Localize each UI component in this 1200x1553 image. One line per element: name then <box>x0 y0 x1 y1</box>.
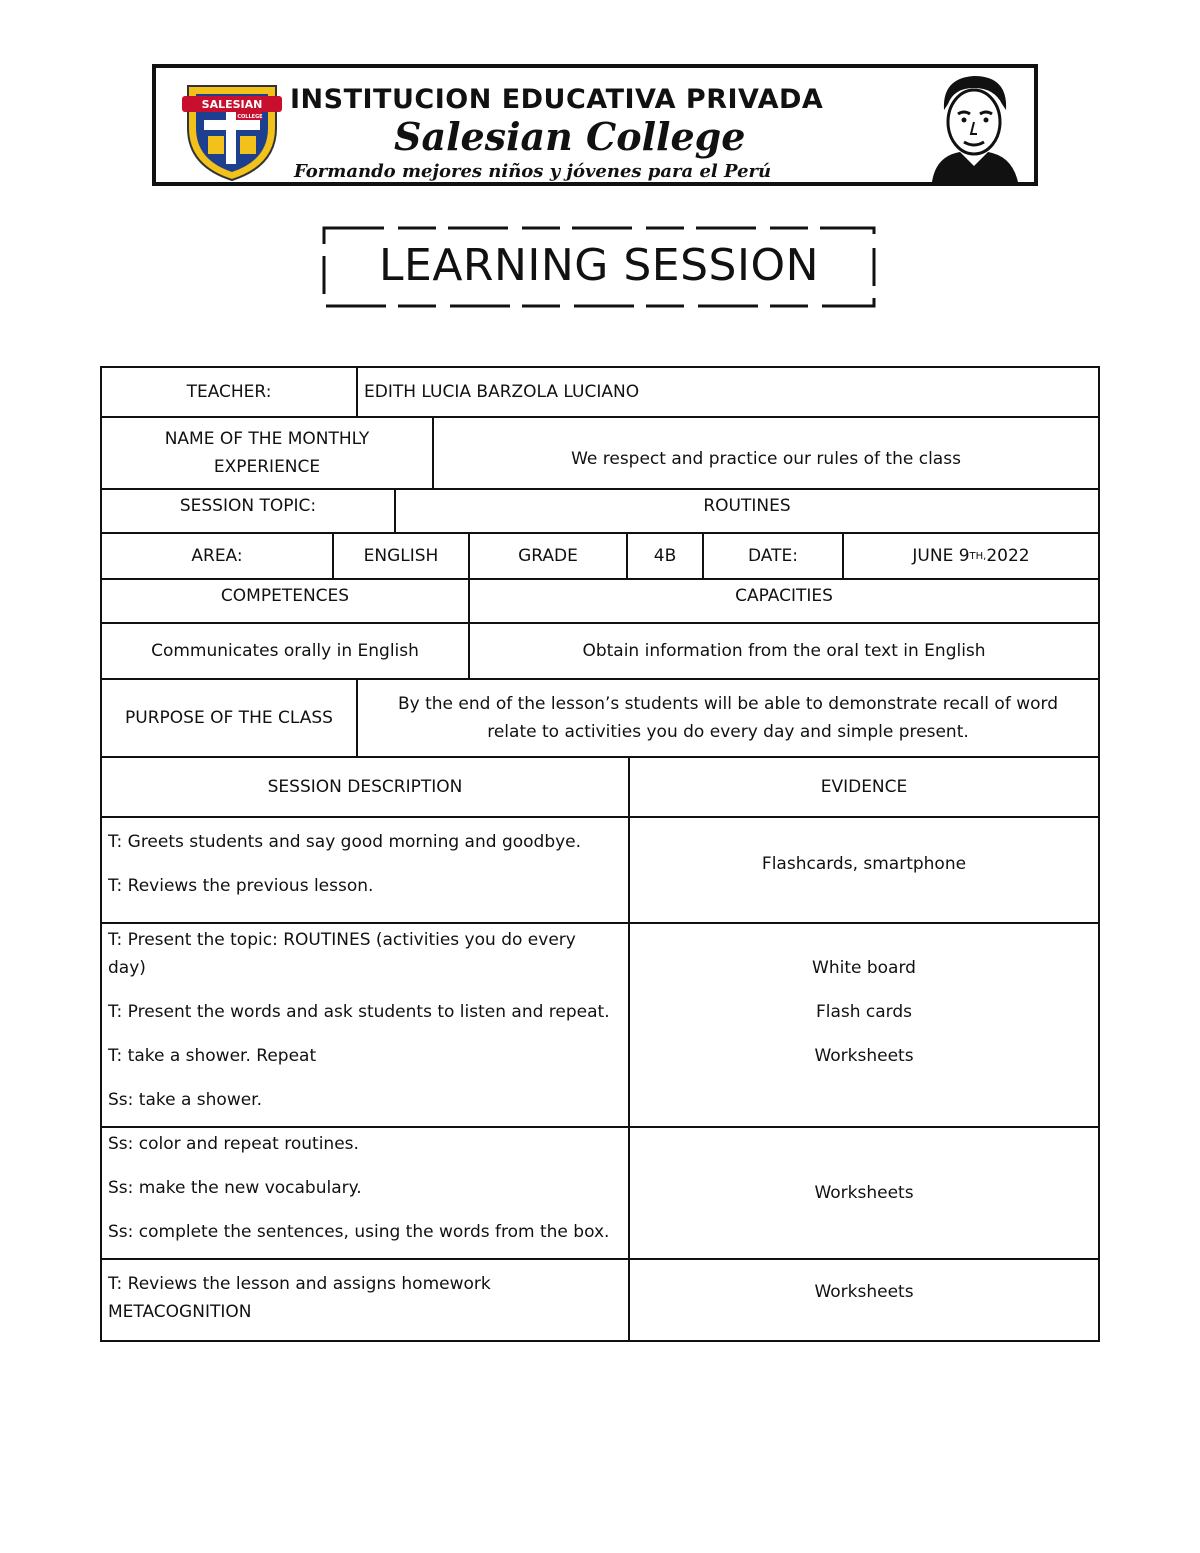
date-value <box>844 534 1100 578</box>
capacities-label: CAPACITIES <box>470 580 1100 622</box>
topic-row <box>102 490 1100 534</box>
session-description-header: SESSION DESCRIPTION <box>102 758 630 816</box>
teacher-label: TEACHER: <box>102 368 358 416</box>
evidence-line: Flash cards <box>815 1002 913 1022</box>
evidence-line: Flashcards, smartphone <box>761 854 967 874</box>
session-row <box>102 1260 1100 1342</box>
college-motto: Formando mejores niños y jóvenes para el Perú <box>294 161 772 182</box>
competences-label: COMPETENCES <box>102 580 470 622</box>
session-evidence <box>630 1260 1100 1340</box>
area-value: ENGLISH <box>334 534 470 578</box>
grade-label: GRADE <box>470 534 628 578</box>
date-value-main: JUNE 9 <box>912 546 970 566</box>
page-title: LEARNING SESSION <box>379 240 819 291</box>
session-description <box>102 818 630 922</box>
area-label: AREA: <box>102 534 334 578</box>
capacity-value: Obtain information from the oral text in English <box>470 624 1100 678</box>
grade-value: 4B <box>628 534 704 578</box>
description-line: T: Present the topic: ROUTINES (activities you do every <box>108 930 576 950</box>
college-name: Salesian College <box>394 114 746 159</box>
title-box <box>318 222 880 312</box>
description-line: T: Reviews the previous lesson. <box>108 876 374 896</box>
session-evidence <box>630 818 1100 922</box>
description-line: Ss: complete the sentences, using the words from the box. <box>108 1222 610 1242</box>
experience-row <box>102 418 1100 490</box>
competences-header-row <box>102 580 1100 624</box>
session-description <box>102 924 630 1126</box>
description-line: Ss: take a shower. <box>108 1090 263 1110</box>
evidence-line: Worksheets <box>814 1183 914 1203</box>
topic-label: SESSION TOPIC: <box>102 490 396 532</box>
session-row <box>102 818 1100 924</box>
session-header-row <box>102 758 1100 818</box>
session-description <box>102 1128 630 1258</box>
session-evidence <box>630 924 1100 1126</box>
experience-label-line-1: NAME OF THE MONTHLY <box>164 429 370 449</box>
session-table <box>100 366 1100 1342</box>
date-value-suffix: TH, <box>969 550 987 562</box>
evidence-line: Worksheets <box>814 1046 914 1066</box>
purpose-value-line-1: By the end of the lesson’s students will be able to demonstrate recall of word <box>397 694 1059 714</box>
purpose-value <box>358 680 1100 756</box>
topic-value: ROUTINES <box>396 490 1100 532</box>
evidence-line: Worksheets <box>814 1282 914 1302</box>
experience-label <box>102 418 434 488</box>
institution-name: INSTITUCION EDUCATIVA PRIVADA <box>290 84 824 115</box>
session-evidence <box>630 1128 1100 1258</box>
competence-value: Communicates orally in English <box>102 624 470 678</box>
evidence-header: EVIDENCE <box>630 758 1100 816</box>
evidence-line: White board <box>812 958 916 978</box>
purpose-row <box>102 680 1100 758</box>
purpose-value-line-2: relate to activities you do every day and simple present. <box>487 722 969 742</box>
date-label: DATE: <box>704 534 844 578</box>
description-line: T: Reviews the lesson and assigns homework <box>108 1274 491 1294</box>
description-line: Ss: color and repeat routines. <box>108 1134 359 1154</box>
founder-portrait-icon <box>922 70 1026 182</box>
teacher-row <box>102 368 1100 418</box>
description-line: T: Greets students and say good morning and goodbye. <box>108 832 582 852</box>
teacher-value: EDITH LUCIA BARZOLA LUCIANO <box>358 368 1100 416</box>
shield-crest-icon <box>180 80 284 184</box>
description-line: Ss: make the new vocabulary. <box>108 1178 362 1198</box>
experience-label-line-2: EXPERIENCE <box>213 457 321 477</box>
description-line: day) <box>108 958 146 978</box>
session-description <box>102 1260 630 1340</box>
date-value-year: 2022 <box>986 546 1030 566</box>
purpose-label: PURPOSE OF THE CLASS <box>102 680 358 756</box>
session-row <box>102 924 1100 1128</box>
header-banner <box>152 64 1038 186</box>
crest-text: SALESIAN <box>201 98 263 111</box>
session-row <box>102 1128 1100 1260</box>
crest-subtext: COLLEGE <box>237 114 263 120</box>
competences-row <box>102 624 1100 680</box>
description-line: T: Present the words and ask students to listen and repeat. <box>108 1002 610 1022</box>
area-row <box>102 534 1100 580</box>
description-line: METACOGNITION <box>108 1302 252 1322</box>
experience-value: We respect and practice our rules of the class <box>434 418 1100 488</box>
description-line: T: take a shower. Repeat <box>108 1046 317 1066</box>
